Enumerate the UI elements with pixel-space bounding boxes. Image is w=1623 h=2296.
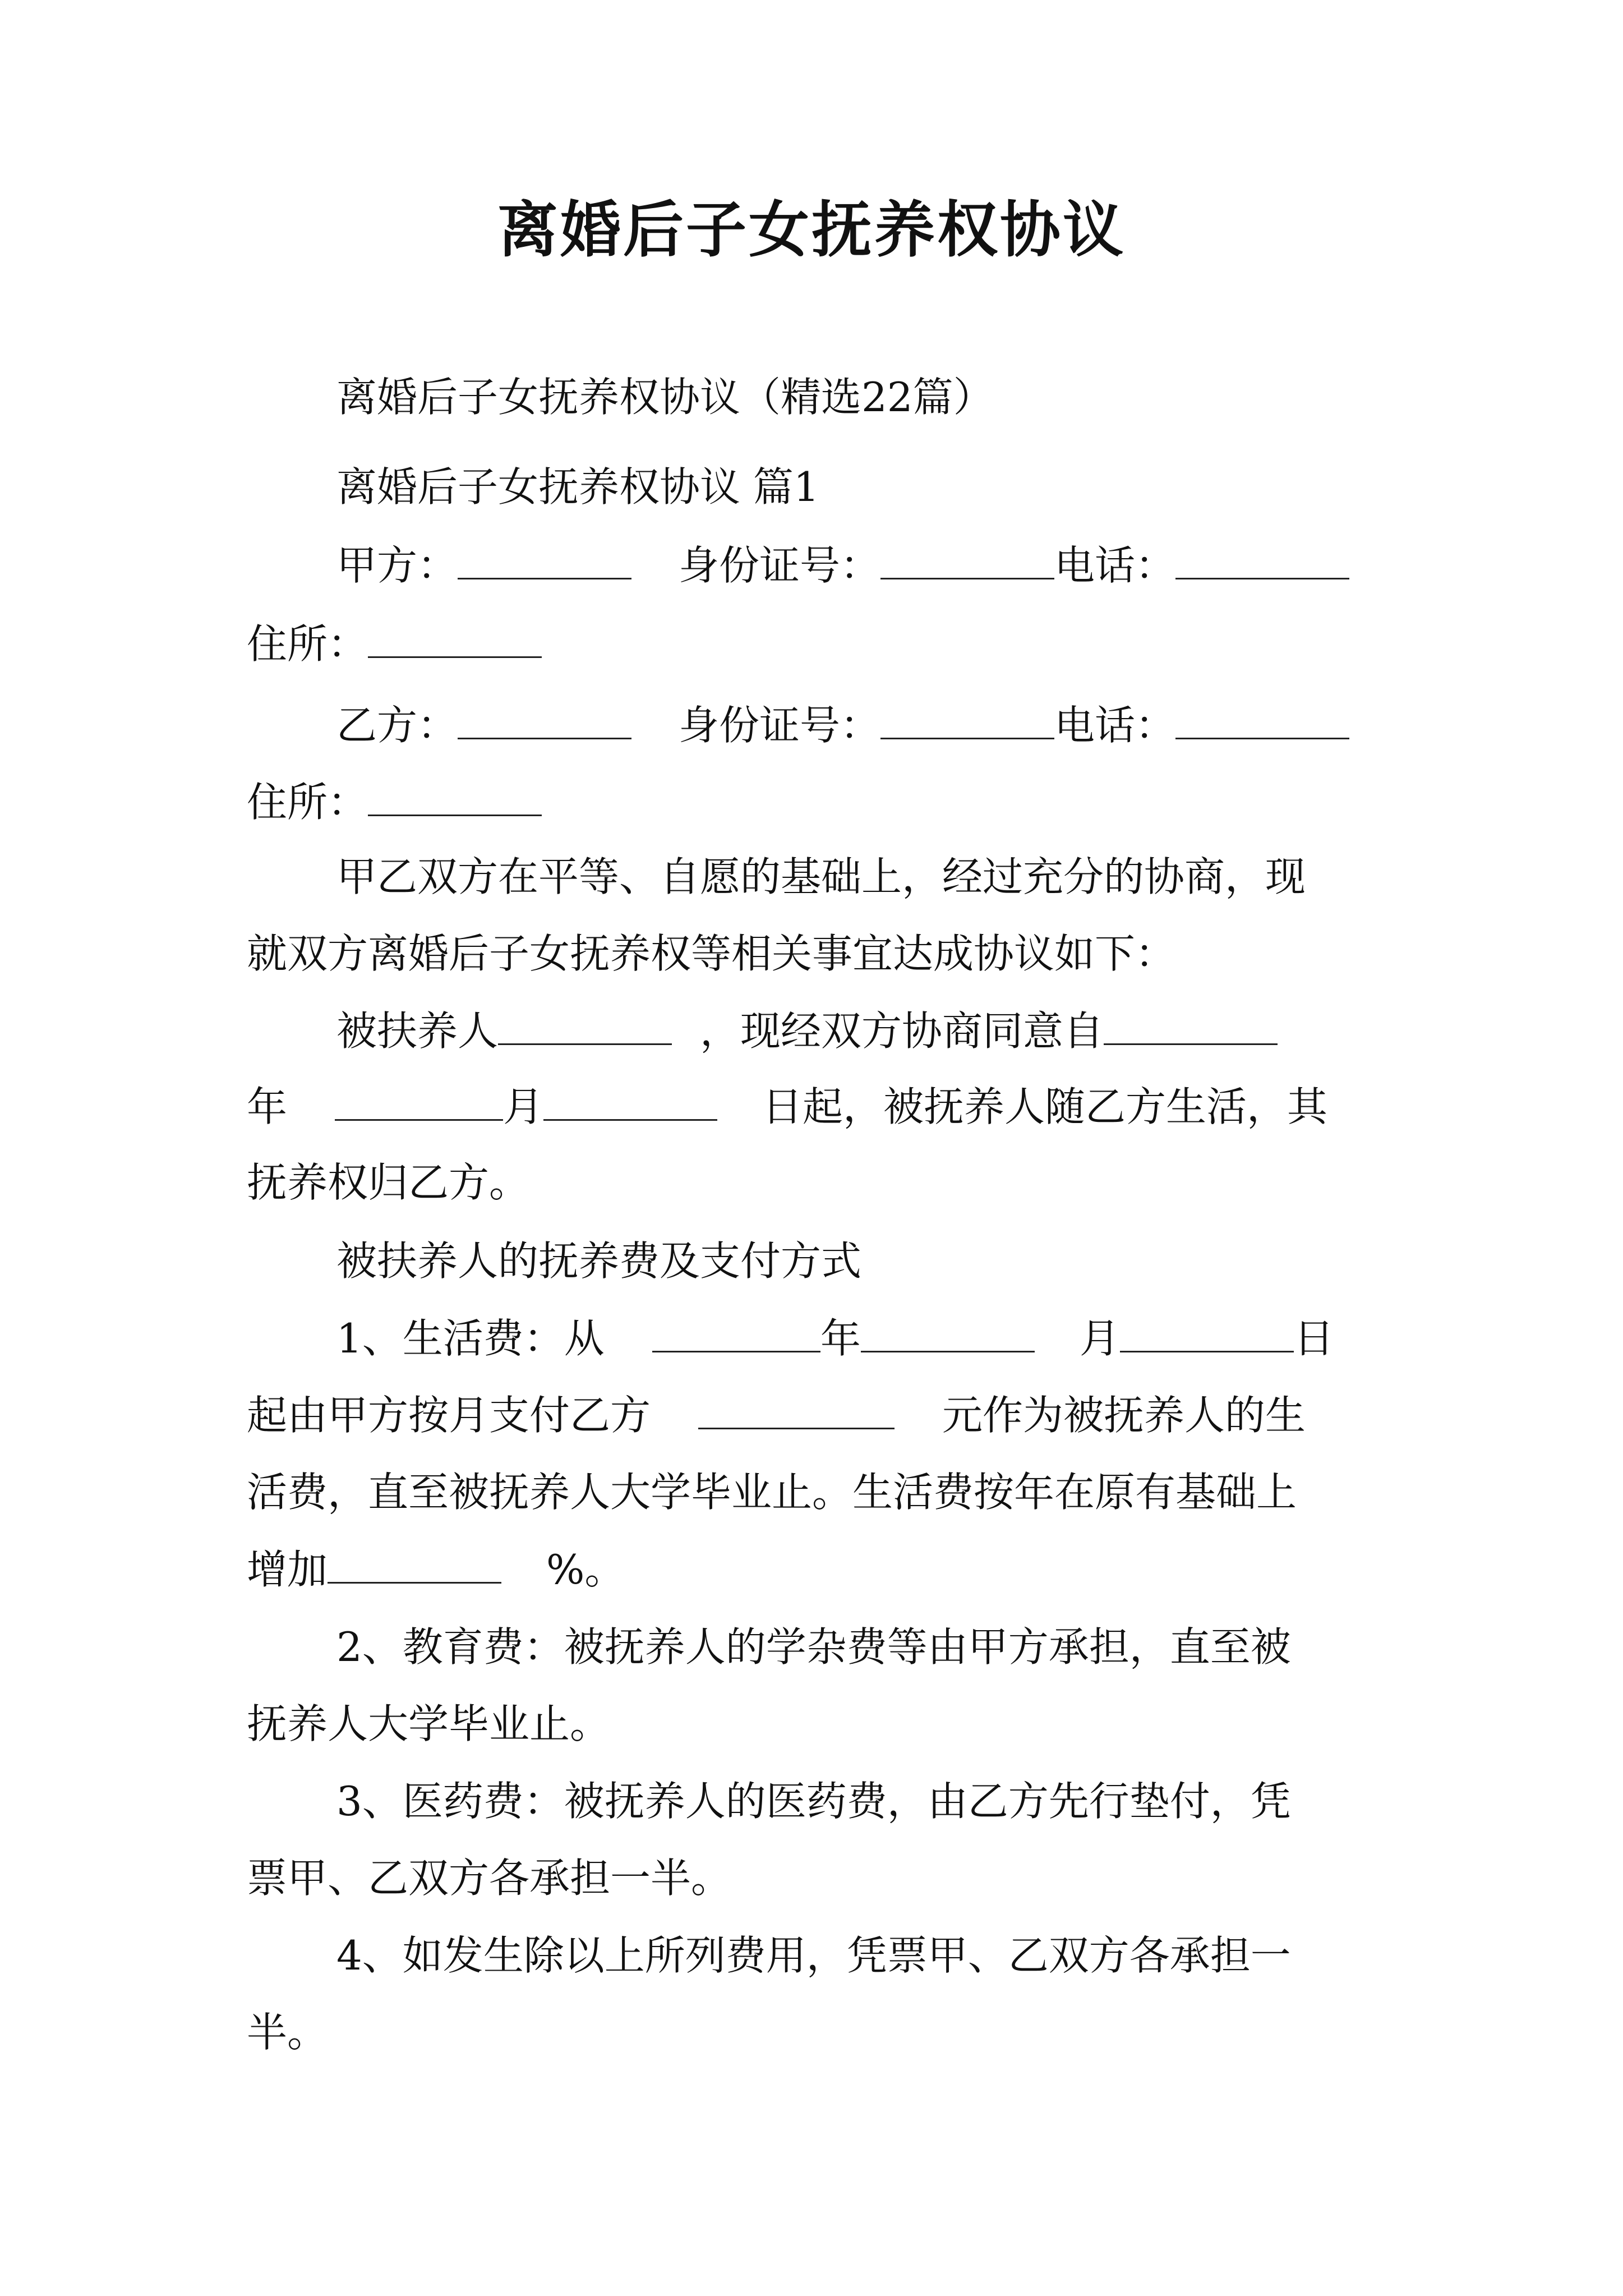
item1-payment-text: 起由甲方按月支付乙方	[247, 1392, 651, 1439]
party-b-phone-field[interactable]	[1175, 700, 1349, 739]
item1-purpose-text: 元作为被抚养人的生	[942, 1392, 1306, 1439]
custody-line-1	[336, 1004, 1278, 1058]
party-a-address-field[interactable]	[368, 618, 542, 658]
item2-line-2: 抚养人大学毕业止。	[247, 1700, 611, 1747]
custody-month-field[interactable]	[543, 1081, 717, 1121]
item1-month-label: 月	[1079, 1315, 1120, 1362]
fees-heading: 被扶养人的抚养费及支付方式	[336, 1237, 862, 1285]
item1-line-3: 活费，直至被抚养人大学毕业止。生活费按年在原有基础上	[247, 1469, 1297, 1516]
custody-year-field[interactable]	[335, 1081, 503, 1121]
party-a-id-field[interactable]	[880, 540, 1054, 579]
item3-line-1: 3、医药费：被抚养人的医药费，由乙方先行垫付，凭	[336, 1778, 1291, 1825]
party-b-phone-label: 电话：	[1054, 702, 1176, 749]
party-a-row	[336, 539, 1349, 592]
item1-line-1	[336, 1312, 1334, 1365]
party-a-address-label: 住所：	[247, 620, 368, 668]
intro-line-2: 就双方离婚后子女抚养权等相关事宜达成协议如下：	[247, 930, 1176, 977]
item1-year-label: 年	[820, 1315, 861, 1362]
party-a-phone-label: 电话：	[1054, 542, 1176, 589]
custody-agreement-text: ，现经双方协商同意自	[700, 1007, 1104, 1055]
item1-day-field[interactable]	[1120, 1313, 1294, 1352]
party-b-label: 乙方：	[336, 702, 458, 749]
custody-month-label: 月	[503, 1083, 544, 1130]
party-a-address-row	[247, 617, 542, 671]
subtitle: 离婚后子女抚养权协议（精选22篇）	[336, 374, 994, 421]
item1-increase-label: 增加	[247, 1546, 328, 1593]
custody-dependent-label: 被扶养人	[336, 1007, 499, 1055]
item1-year-field[interactable]	[652, 1313, 820, 1352]
item1-living-label: 1、生活费：从	[336, 1315, 605, 1362]
party-b-name-field[interactable]	[458, 700, 631, 739]
item1-month-field[interactable]	[861, 1313, 1035, 1352]
item1-line-2	[247, 1388, 1306, 1442]
party-b-address-label: 住所：	[247, 779, 368, 826]
item4-line-1: 4、如发生除以上所列费用，凭票甲、乙双方各承担一	[336, 1932, 1291, 1979]
party-a-label: 甲方：	[336, 542, 458, 589]
section-heading: 离婚后子女抚养权协议 篇1	[336, 463, 819, 510]
party-b-address-row	[247, 775, 542, 829]
item1-percent-label: %。	[546, 1546, 625, 1593]
item1-day-label: 日	[1293, 1315, 1334, 1362]
custody-residence-text: 日起，被抚养人随乙方生活，其	[762, 1083, 1328, 1130]
item1-amount-field[interactable]	[698, 1389, 895, 1429]
party-b-row	[336, 698, 1349, 752]
item4-line-2: 半。	[247, 2009, 328, 2056]
custody-year-label: 年	[247, 1083, 288, 1130]
party-a-phone-field[interactable]	[1175, 540, 1349, 579]
party-a-id-label: 身份证号：	[679, 542, 881, 589]
party-b-id-field[interactable]	[880, 700, 1054, 739]
item2-line-1: 2、教育费：被抚养人的学杂费等由甲方承担，直至被	[336, 1623, 1291, 1671]
intro-line-1: 甲乙双方在平等、自愿的基础上，经过充分的协商，现	[336, 853, 1306, 900]
custody-line-2	[247, 1080, 1327, 1134]
party-a-name-field[interactable]	[458, 540, 631, 579]
dependent-name-field[interactable]	[498, 1005, 672, 1045]
custody-start-field[interactable]	[1104, 1005, 1278, 1045]
custody-line-3: 抚养权归乙方。	[247, 1159, 530, 1206]
item1-percent-field[interactable]	[328, 1544, 501, 1584]
item3-line-2: 票甲、乙双方各承担一半。	[247, 1855, 732, 1902]
party-b-id-label: 身份证号：	[679, 702, 881, 749]
document-title: 离婚后子女抚养权协议	[497, 195, 1126, 265]
item1-line-4	[247, 1543, 625, 1596]
party-b-address-field[interactable]	[368, 776, 542, 816]
